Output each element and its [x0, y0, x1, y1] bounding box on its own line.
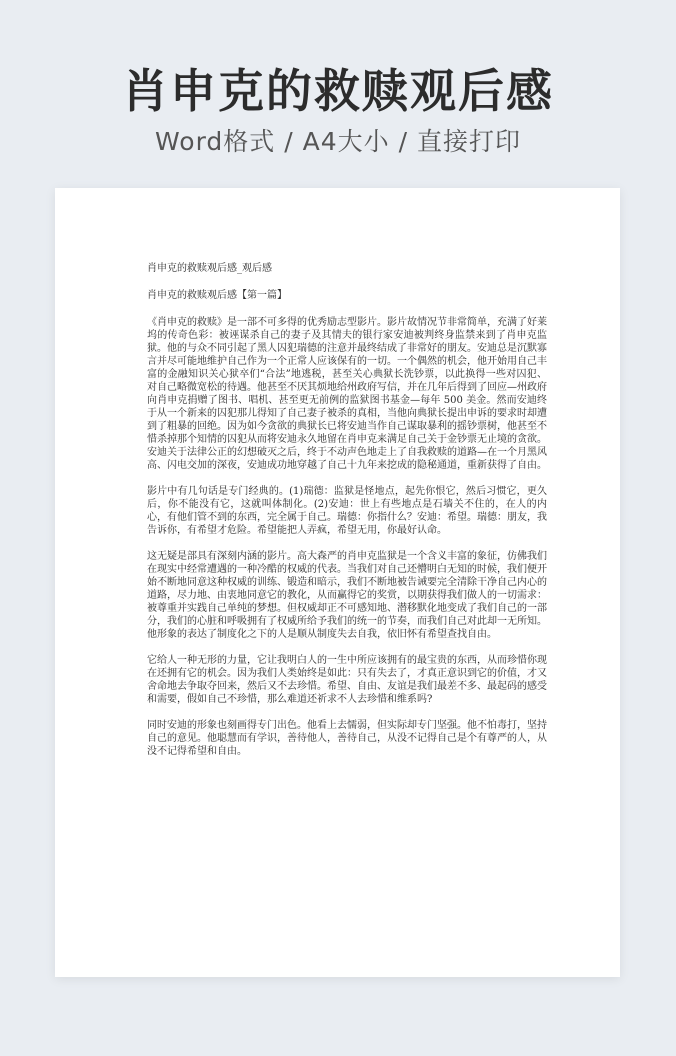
paragraph-5: 同时安迪的形象也刻画得专门出色。他看上去懦弱，但实际却专门坚强。他不怕毒打，坚持自己的意见。他聪慧而有学识，善待他人，善待自己，从没不记得自己是个有尊严的人，从没不记得希望和自由。: [147, 720, 547, 757]
paragraph-3: 这无疑是部具有深刻内涵的影片。高大森严的肖申克监狱是一个含义丰富的象征，仿佛我们在现实中经常遭遇的一种冷酷的权威的代表。当我们对自己还懵明白无知的时候，我们便开始不断地同意这种权威的训练、锻造和暗示，我们不断地被告诫要完全清除干净自己内心的道路，尽力地、由衷地同意它的教化，从而赢得它的奖赏，以期获得我们做人的一切需求：被尊重并实践自己单纯的梦想。但权威却正不可感知地、潜移默化地变成了我们自己的一部分，我们的心脏和呼吸拥有了权威所给予我们的统一的节奏，而我们自己对此却一无所知。他形象的表达了制度化之下的人是顺从制度失去自我，依旧怀有希望查找自由。: [147, 551, 547, 640]
document-content: [147, 262, 547, 771]
document-page: [55, 188, 620, 977]
page-header: [0, 62, 676, 158]
paragraph-2: 影片中有几句话是专门经典的。(1)瑞德：监狱是怪地点，起先你恨它，然后习惯它，更久后，你不能没有它，这就叫体制化。(2)安迪：世上有些地点是石墙关不住的，在人的内心，有他们管不到的东西，完全属于自己。瑞德：你指什么？安迪：希望。瑞德：朋友，我告诉你，有希望才危险。希望能把人弄疯，希望无用，你最好认命。: [147, 486, 547, 536]
paragraph-1: 《肖申克的救赎》是一部不可多得的优秀励志型影片。影片故情况节非常简单，充满了好莱坞的传奇色彩：被诬谋杀自己的妻子及其情夫的银行家安迪被判终身监禁来到了肖申克监狱。他的与众不同引起了黑人囚犯瑞德的注意并最终结成了非常好的朋友。安迪总是沉默寡言并尽可能地维护自己作为一个正常人应该保有的一切。一个偶然的机会，他开始用自己丰富的金融知识关心狱卒们“合法”地逃税，甚至关心典狱长洗钞票，以此换得一些对囚犯、对自己略微宽松的待遇。他甚至不厌其烦地给州政府写信，并在几年后得到了回应—州政府向肖申克捐赠了图书、唱机、甚至更无前例的监狱图书基金—每年 500 美金。然而安迪终于从一个新来的囚犯那儿得知了自己妻子被杀的真相，当他向典狱长提出申诉的要求时却遭到了粗暴的回绝。因为如今贪欲的典狱长已将安迪当作自己谋取暴利的摇钞票树，他甚至不惜杀掉那个知情的囚犯从而将安迪永久地留在肖申克来满足自己关于金钞票无止境的贪欲。安迪关于法律公正的幻想破灭之后，终于不动声色地走上了自我救赎的道路—在一个月黑风高、闪电交加的深夜，安迪成功地穿越了自己十九年来挖成的隐秘通道，重新获得了自由。: [147, 317, 547, 471]
page-title: 肖申克的救赎观后感: [122, 64, 554, 118]
page-subtitle: Word格式 / A4大小 / 直接打印: [155, 127, 521, 156]
paragraph-4: 它给人一种无形的力量，它让我明白人的一生中所应该拥有的最宝贵的东西，从而珍惜你现在还拥有它的机会。因为我们人类始终是如此：只有失去了，才真正意识到它的价值，才又舍命地去争取夺回来，然后又不去珍惜。希望、自由、友谊是我们最差不多、最起码的感受和需要，假如自己不珍惜，那么难道还祈求不人去珍惜和维系吗?: [147, 655, 547, 705]
section-title: 肖申克的救赎观后感【第一篇】: [147, 290, 287, 301]
document-heading: 肖申克的救赎观后感_观后感: [147, 263, 272, 274]
